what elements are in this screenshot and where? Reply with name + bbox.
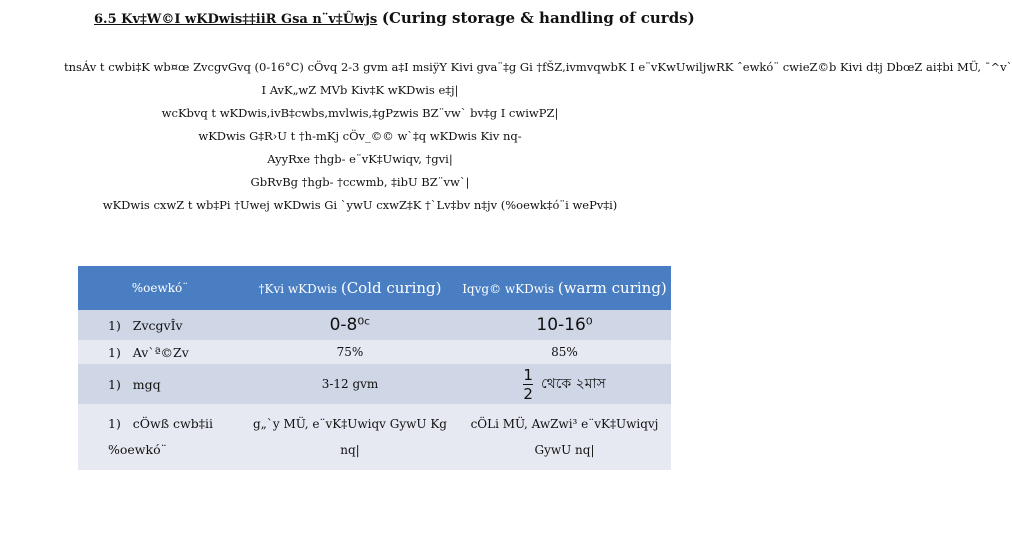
paragraph-line: wKDwis cxwZ t wb‡Pi †Uwej wKDwis Gi `ywU cxwZ‡K †`Lv‡bv n‡jv (%oewk‡ó¨i wePv‡i) [102,198,618,212]
paragraph-line: wcKbvq t wKDwis,ivB‡cwbs,mvlwis,‡gPzwis BZ¨vw` bv‡g I cwiwPZ| [161,106,559,120]
row-label-text: mgq [132,376,161,392]
header-warm-curing [458,266,671,310]
section-title-english: (Curing storage & handling of curds) [381,9,695,27]
table-row [78,340,671,364]
row-label-text: cÖwß cwb‡ii %oewkó¨ [108,416,213,457]
table-row [78,364,671,404]
section-title-bangla: 6.5 Kv‡W©I wKDwis‡‡iiR Gsa n¨v‡Ûwjs [94,12,378,27]
section-title [94,9,704,27]
header-characteristic-label: %oewkó¨ [131,281,189,295]
fraction-numerator: 1 [523,365,533,384]
warm-value-text: থেকে ২মাস [541,375,606,392]
row-label-text: Av`ª©Zv [132,344,189,360]
row-label [78,310,242,340]
cold-value: 0-8⁰ᶜ [242,310,458,340]
row-number: 1) [108,416,121,431]
paragraph-line: wKDwis G‡R›U t †h-mKj cÖv_©© w`‡q wKDwis Kiv nq- [198,129,522,143]
table-row [78,310,671,340]
row-number: 1) [108,317,121,333]
header-characteristic [78,266,242,310]
paragraph-line: GbRvBg †hgb- †ccwmb, ‡ibU BZ¨vw`| [250,175,470,189]
row-label [78,340,242,364]
row-label [78,364,242,404]
row-label [78,404,242,470]
header-cold-curing-english: (Cold curing) [340,279,442,297]
paragraph-line: tnsÁv t cwbi‡K wb¤œ ZvcgvGvq (0-16°C) cÖvq 2-3 gvm a‡I msiÿY Kivi gva¨‡g Gi †fŠZ,ivmvqwbK I e¨vKwUwiljwRK ˆewkó¨ cwieZ©b Kivi d‡j DbœZ ai‡bi MÜ, ¯^v` [64,60,1012,74]
header-warm-curing-english: (warm curing) [557,279,667,297]
row-label-text: ZvcgvÎv [132,317,183,333]
table-row [78,404,671,470]
row-number: 1) [108,344,121,360]
header-cold-curing-bangla: †Kvi wKDwis [258,282,338,296]
table-header-row [78,266,671,310]
cold-value: g„`y MÜ, e¨vK‡Uwiqv GywU Kg nq| [242,404,458,470]
fraction-denominator: 2 [523,384,533,403]
cold-value: 75% [242,340,458,364]
body-paragraph [0,56,1012,217]
curing-comparison-table [78,266,671,470]
warm-value [458,364,671,404]
row-number: 1) [108,376,121,392]
header-cold-curing [242,266,458,310]
cold-value: 3-12 gvm [242,364,458,404]
paragraph-line: I AvK„wZ MVb Kiv‡K wKDwis e‡j| [261,83,459,97]
half-fraction [523,367,533,402]
paragraph-line: AyyRxe †hgb- e¨vK‡Uwiqv, †gvi| [267,152,453,166]
warm-value: cÖLi MÜ, AwZwi³ e¨vK‡Uwiqvj GywU nq| [458,404,671,470]
warm-value: 85% [458,340,671,364]
warm-value: 10-16⁰ [458,310,671,340]
header-warm-curing-bangla: Iqvg© wKDwis [462,282,555,296]
